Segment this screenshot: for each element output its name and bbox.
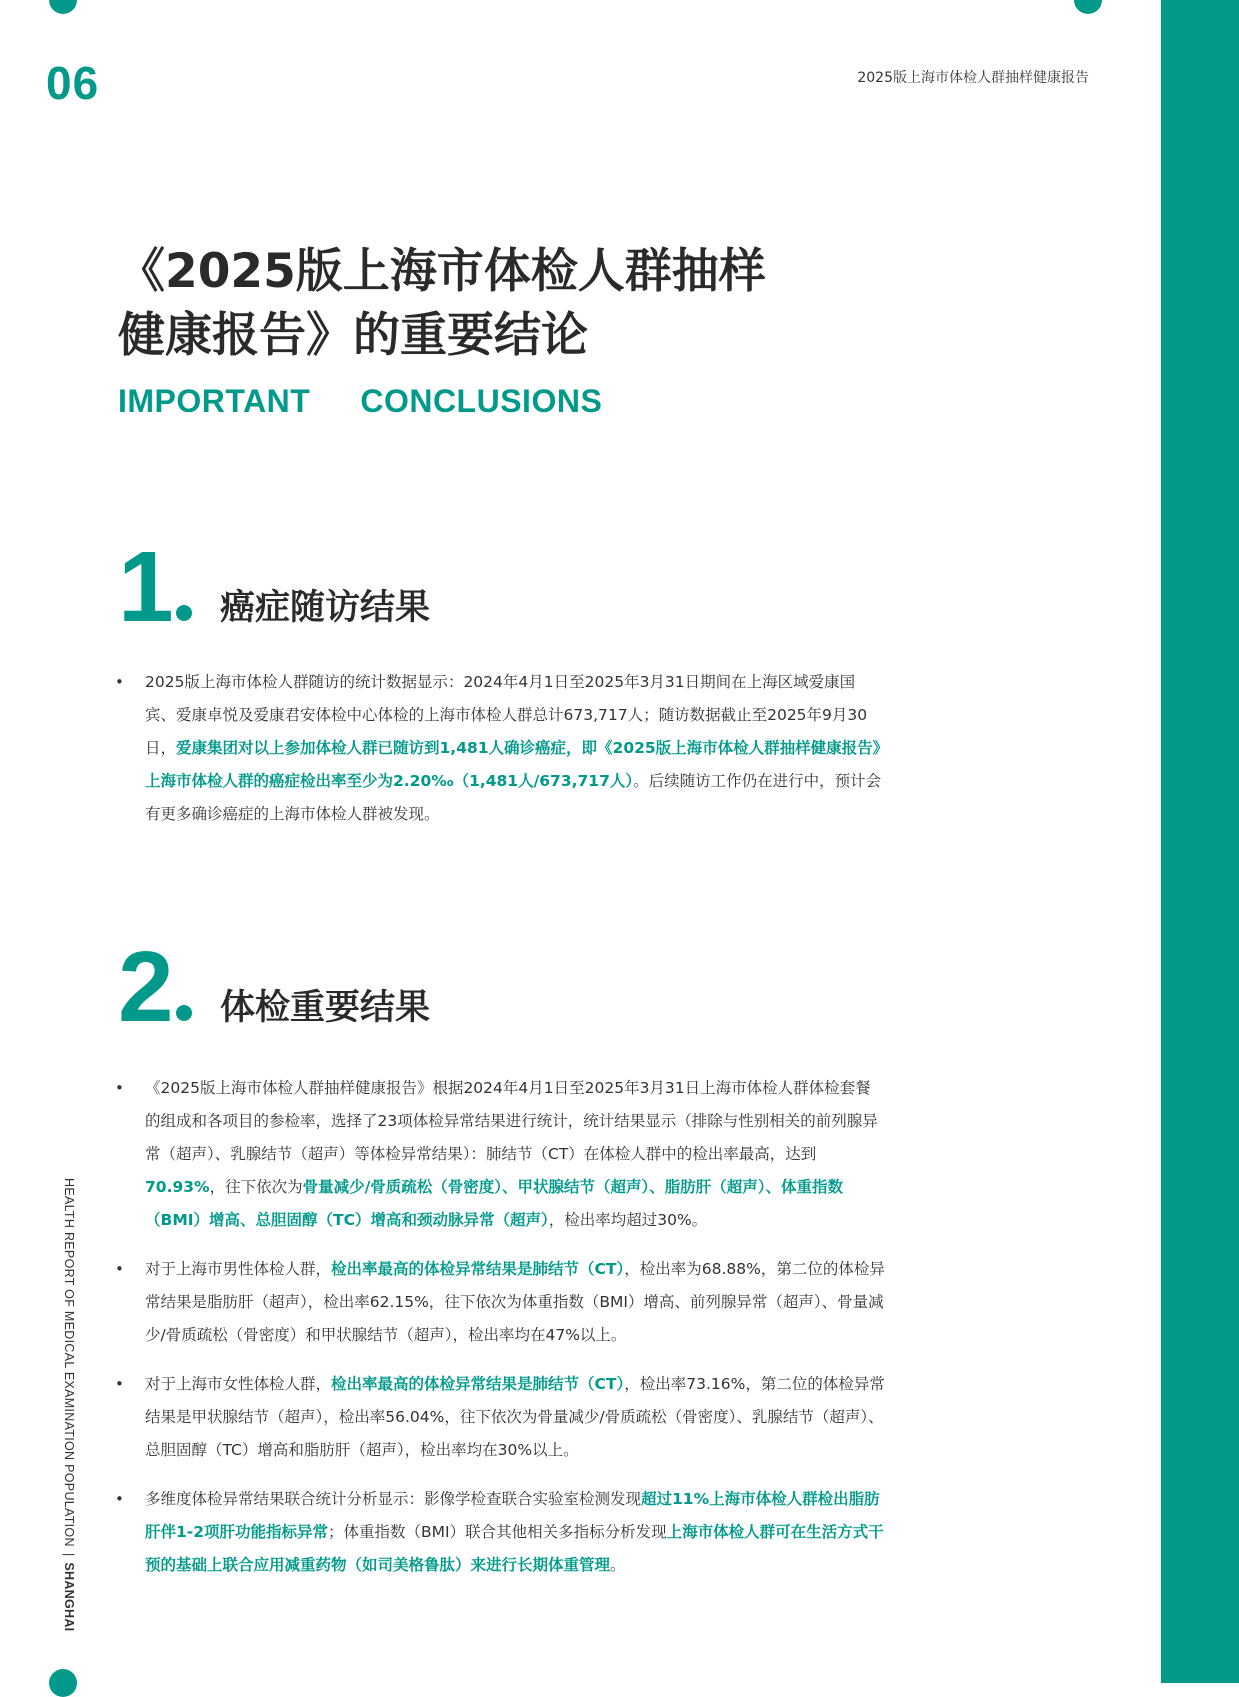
side-caption-main: HEALTH REPORT OF MEDICAL EXAMINATION POPULATION [62, 1178, 76, 1547]
body-text: ；体重指数（BMI）联合其他相关多指标分析发现 [328, 1523, 667, 1541]
body-text: 对于上海市女性体检人群， [145, 1375, 332, 1393]
side-vertical-caption [62, 1178, 76, 1631]
section-2-number-text: 2 [118, 931, 170, 1043]
body-text: 《2025版上海市体检人群抽样健康报告》根据2024年4月1日至2025年3月31日上海市体检人群体检套餐的组成和各项目的参检率，选择了23项体检异常结果进行统计，统计结果显示（排除与性别相关的前列腺异常（超声）、乳腺结节（超声）等体检异常结果）：肺结节（CT）在体检人群中的检出率最高，达到 [145, 1079, 878, 1163]
page-title [118, 240, 766, 368]
section-2-title: 体检重要结果 [220, 988, 431, 1028]
highlight-text: 骨量减少/骨质疏松（骨密度）、甲状腺结节（超声）、脂肪肝（超声）、体重指数（BMI）增高、总胆固醇（TC）增高和颈动脉异常（超声） [145, 1178, 843, 1229]
corner-dot-top-right [1074, 0, 1102, 14]
side-caption-separator: | [62, 1552, 76, 1557]
body-text: 2025版上海市体检人群随访的统计数据显示：2024年4月1日至2025年3月31日期间在上海区域爱康国宾、爱康卓悦及爱康君安体检中心体检的上海市体检人群总计673,717人；随访数据截止至2025年9月30日， [145, 673, 868, 757]
section-1-number-dot [176, 605, 192, 621]
bullet-paragraph [115, 1368, 885, 1467]
body-text: ，往下依次为 [209, 1178, 303, 1196]
body-text: 。后续随访工作仍在进行中，预计会有更多确诊癌症的上海市体检人群被发现。 [145, 772, 882, 823]
highlight-text: 检出率最高的体检异常结果是肺结节（CT） [331, 1260, 625, 1278]
subtitle-word-1: IMPORTANT [118, 383, 311, 419]
section-2-bullets [115, 1072, 885, 1598]
section-2-number [118, 931, 192, 1043]
body-text: 。 [610, 1556, 626, 1574]
section-1-number [118, 531, 192, 643]
highlight-text: 上海市体检人群可在生活方式干预的基础上联合应用减重药物（如司美格鲁肽）来进行长期体重管理 [145, 1523, 884, 1574]
highlight-text: 爱康集团对以上参加体检人群已随访到1,481人确诊癌症，即《2025版上海市体检人群抽样健康报告》上海市体检人群的癌症检出率至少为2.20‰（1,481人/673,717人） [145, 739, 881, 790]
page-subtitle [118, 383, 602, 420]
bullet-paragraph [115, 666, 885, 831]
highlight-text: 检出率最高的体检异常结果是肺结节（CT） [331, 1375, 625, 1393]
body-text: ，检出率均超过30%。 [548, 1211, 708, 1229]
section-1-bullets [115, 666, 885, 847]
section-2-number-dot [176, 1005, 192, 1021]
section-1-number-text: 1 [118, 531, 170, 643]
bullet-paragraph [115, 1072, 885, 1237]
subtitle-word-2: CONCLUSIONS [360, 383, 603, 419]
header-title: 2025版上海市体检人群抽样健康报告 [857, 70, 1089, 86]
bullet-paragraph [115, 1483, 885, 1582]
highlight-text: 70.93% [145, 1178, 210, 1196]
body-text: 多维度体检异常结果联合统计分析显示：影像学检查联合实验室检测发现 [145, 1490, 642, 1508]
highlight-text: 超过11%上海市体检人群检出脂肪肝伴1-2项肝功能指标异常 [145, 1490, 880, 1541]
body-text: ，检出率73.16%，第二位的体检异常结果是甲状腺结节（超声），检出率56.04%，往下依次为骨量减少/骨质疏松（骨密度）、乳腺结节（超声）、总胆固醇（TC）增高和脂肪肝（超声），检出率均在30%以上。 [145, 1375, 885, 1459]
page-title-line-1: 《2025版上海市体检人群抽样 [118, 244, 766, 299]
corner-dot-top-left [49, 0, 77, 14]
section-1-title: 癌症随访结果 [220, 588, 431, 628]
side-caption-city: SHANGHAI [62, 1562, 76, 1632]
body-text: 对于上海市男性体检人群， [145, 1260, 332, 1278]
page-number: 06 [46, 57, 100, 109]
page-title-line-2: 健康报告》的重要结论 [118, 308, 588, 363]
body-text: ，检出率为68.88%，第二位的体检异常结果是脂肪肝（超声），检出率62.15%，往下依次为体重指数（BMI）增高、前列腺异常（超声）、骨量减少/骨质疏松（骨密度）和甲状腺结节（超声），检出率均在47%以上。 [145, 1260, 885, 1344]
right-accent-bar [1161, 0, 1239, 1683]
bullet-paragraph [115, 1253, 885, 1352]
corner-dot-bottom-left [49, 1669, 77, 1697]
